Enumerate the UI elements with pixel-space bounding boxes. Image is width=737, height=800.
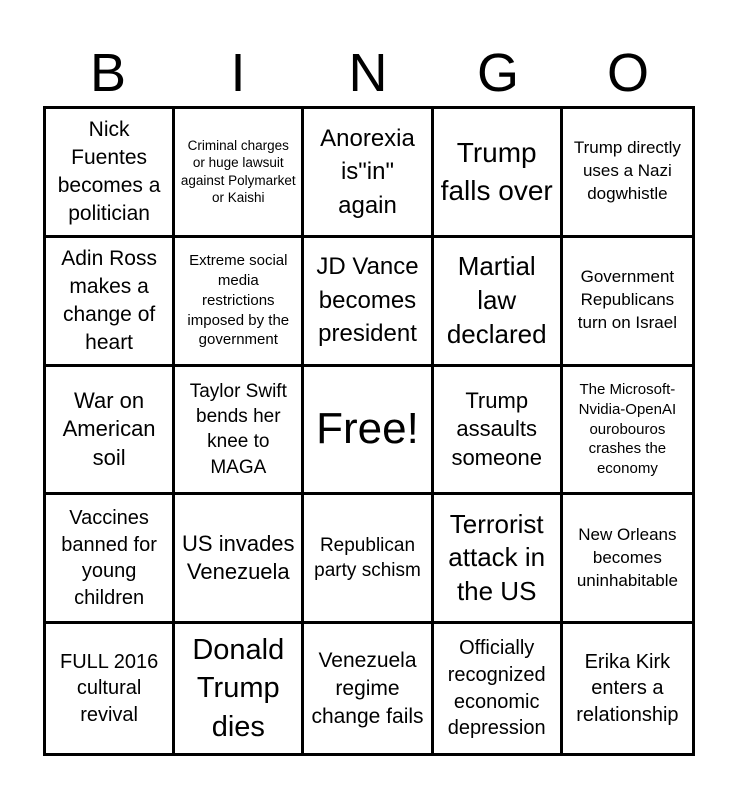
bingo-cell-o4[interactable]: [563, 495, 692, 624]
cell-text: Vaccines banned for young children: [61, 507, 157, 609]
cell-text: Trump assaults someone: [451, 387, 542, 470]
cell-text: FULL 2016 cultural revival: [59, 650, 159, 726]
cell-text: Anorexia is"in" again: [320, 124, 415, 219]
cell-text: Venezuela regime change fails: [311, 648, 424, 728]
cell-text: Trump directly uses a Nazi dogwhistle: [573, 138, 681, 204]
cell-text: Nick Fuentes becomes a politician: [57, 118, 161, 225]
cell-text: Erika Kirk enters a relationship: [576, 650, 679, 726]
cell-text: Officially recognized economic depression: [447, 637, 546, 740]
bingo-cell-o2[interactable]: [563, 238, 692, 367]
cell-text: Government Republicans turn on Israel: [577, 267, 677, 333]
bingo-cell-n2[interactable]: [304, 238, 433, 367]
cell-text: US invades Venezuela: [182, 530, 295, 585]
bingo-cell-g1[interactable]: [434, 109, 563, 238]
bingo-cell-n1[interactable]: [304, 109, 433, 238]
bingo-cell-b1[interactable]: [46, 109, 175, 238]
cell-text: Extreme social media restrictions imposed by the government: [187, 252, 290, 349]
cell-text: War on American soil: [62, 387, 156, 470]
bingo-cell-g5[interactable]: [434, 624, 563, 753]
bingo-cell-b4[interactable]: [46, 495, 175, 624]
bingo-cell-g4[interactable]: [434, 495, 563, 624]
header-letter-g: G: [476, 43, 519, 103]
bingo-cell-i2[interactable]: [175, 238, 304, 367]
cell-text: The Microsoft-Nvidia-OpenAI ourobouros crashes the economy: [578, 381, 677, 478]
bingo-cell-i1[interactable]: [175, 109, 304, 238]
header-letter-i: I: [230, 43, 246, 103]
bingo-cell-free[interactable]: [304, 367, 433, 496]
cell-text: Martial law declared: [446, 251, 547, 349]
bingo-cell-g3[interactable]: [434, 367, 563, 496]
cell-text: JD Vance becomes president: [316, 253, 419, 348]
bingo-cell-o5[interactable]: [563, 624, 692, 753]
bingo-cell-n4[interactable]: [304, 495, 433, 624]
bingo-cell-g2[interactable]: [434, 238, 563, 367]
cell-text: Trump falls over: [440, 137, 553, 206]
cell-text: Donald Trump dies: [192, 634, 285, 743]
cell-text: Terrorist attack in the US: [448, 508, 546, 607]
bingo-cell-i3[interactable]: [175, 367, 304, 496]
cell-text: Taylor Swift bends her knee to MAGA: [189, 381, 287, 478]
bingo-cell-b2[interactable]: [46, 238, 175, 367]
cell-text: Criminal charges or huge lawsuit against Polymarket or Kaishi: [180, 137, 296, 206]
cell-text: Adin Ross makes a change of heart: [61, 246, 157, 354]
bingo-cell-i4[interactable]: [175, 495, 304, 624]
bingo-cell-o3[interactable]: [563, 367, 692, 496]
header-letter-o: O: [606, 43, 649, 103]
header-letter-n: N: [348, 43, 388, 103]
cell-text: New Orleans becomes uninhabitable: [576, 524, 678, 590]
bingo-cell-o1[interactable]: [563, 109, 692, 238]
cell-text: Republican party schism: [314, 535, 421, 582]
bingo-cell-b5[interactable]: [46, 624, 175, 753]
bingo-cell-i5[interactable]: [175, 624, 304, 753]
free-space-text: Free!: [316, 404, 419, 454]
bingo-header: [43, 40, 695, 106]
header-letter-b: B: [89, 43, 127, 103]
bingo-cell-n5[interactable]: [304, 624, 433, 753]
bingo-cell-b3[interactable]: [46, 367, 175, 496]
bingo-board: [43, 106, 695, 756]
